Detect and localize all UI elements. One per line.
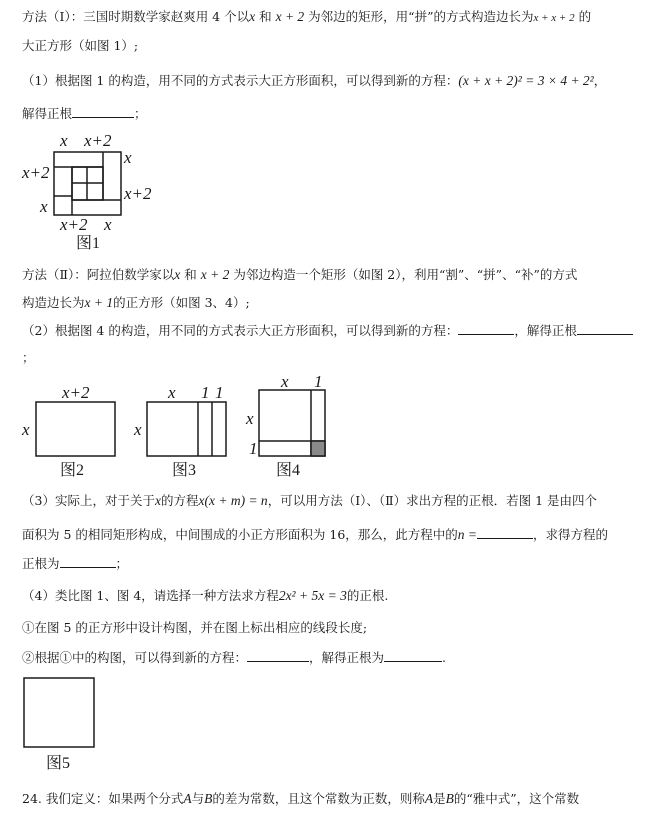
- fig4-label: 1: [314, 372, 323, 391]
- q24-line: [22, 790, 579, 808]
- fig3-label: 1: [201, 383, 210, 402]
- math-x-plus-2: x + 2: [200, 267, 230, 282]
- text: 与: [191, 791, 205, 806]
- fig1-label: x+2: [124, 184, 152, 203]
- math-x: x: [249, 9, 256, 24]
- text: ；: [115, 556, 129, 571]
- fig3-label: x: [168, 383, 176, 402]
- fig1-label: x: [104, 215, 112, 234]
- fig1-label: x+2: [60, 215, 88, 234]
- answer-label: 解得正根: [22, 106, 73, 121]
- text: 和: [184, 267, 197, 282]
- text: 的差为常数，且这个常数为正数，则称: [212, 791, 425, 806]
- text: 的方程: [160, 493, 199, 508]
- fig2-label: x+2: [62, 383, 90, 402]
- fig2-caption: 图2: [60, 462, 85, 479]
- math-x-plus-1: x + 1: [84, 295, 114, 310]
- text: 方法（Ⅰ）：三国时期数学家赵爽用 4 个以: [22, 9, 250, 24]
- fig4-caption: 图4: [276, 462, 301, 479]
- equation: (x + x + 2)² = 3 × 4 + 2²: [458, 73, 594, 88]
- text: ①在图 5 的正方形中设计构图，并在图上标出相应的线段长度;: [22, 620, 368, 635]
- text: ②根据①中的构图，可以得到新的方程：: [22, 650, 248, 665]
- text: ；: [134, 106, 147, 121]
- text: ，: [593, 73, 607, 88]
- equation: x(x + m) = n: [198, 493, 268, 508]
- fig5-caption: 图5: [46, 755, 71, 772]
- fig1-label: x+2: [84, 131, 112, 150]
- fig1-label: x: [124, 148, 132, 167]
- text: 24. 我们定义：如果两个分式: [22, 791, 184, 806]
- text: 方法（Ⅱ）：阿拉伯数学家以: [22, 267, 175, 282]
- fig3-caption: 图3: [172, 462, 197, 479]
- text: 和: [259, 9, 272, 24]
- math-x: x: [154, 493, 161, 508]
- text: 构造边长为: [22, 295, 85, 310]
- fig1-label: x+2: [22, 163, 50, 182]
- text: 大正方形（如图 1）;: [22, 38, 139, 53]
- math-A: A: [424, 791, 434, 806]
- fig1-label: x: [60, 131, 68, 150]
- math-B: B: [204, 791, 213, 806]
- text: 正根为: [22, 556, 60, 571]
- text: 为邻边的矩形，用“拼”的方式构造边长为: [308, 9, 534, 24]
- text: （3）实际上，对于关于: [22, 493, 155, 508]
- text: ，求得方程的: [533, 527, 609, 542]
- math-A: A: [183, 791, 192, 806]
- fig1-caption: 图1: [76, 235, 101, 252]
- question-text: （2）根据图 4 的构造，用不同的方式表示大正方形面积，可以得到新的方程：: [22, 323, 459, 338]
- math-x-plus-2: x + 2: [275, 9, 305, 24]
- text: ；: [22, 350, 35, 365]
- fig2-label: x: [22, 420, 30, 439]
- text: 的正方形（如图 3、4）;: [113, 295, 250, 310]
- fig1-label: x: [40, 197, 48, 216]
- text: 是: [433, 791, 446, 806]
- text: （4）类比图 1、图 4，请选择一种方法求方程: [22, 588, 279, 603]
- math-n: n =: [457, 527, 478, 542]
- text: 的正根.: [346, 588, 389, 603]
- text: 的“雅中式”，这个常数: [453, 791, 580, 806]
- text: 的: [578, 9, 592, 24]
- math-side: x + x + 2: [533, 12, 575, 24]
- equation: 2x² + 5x = 3: [278, 588, 347, 603]
- fig4-label: x: [281, 372, 289, 391]
- text: 为邻边构造一个矩形（如图 2），利用“割”、“拼”、“补”的方式: [233, 267, 578, 282]
- fig3-label: 1: [215, 383, 224, 402]
- text: .: [442, 650, 447, 665]
- fig4-label: 1: [249, 439, 258, 458]
- text: ，解得正根: [514, 323, 577, 338]
- fig4-label: x: [246, 409, 254, 428]
- text: ，解得正根为: [309, 650, 385, 665]
- text: 面积为 5 的相同矩形构成，中间围成的小正方形面积为 16，那么，此方程中的: [22, 527, 458, 542]
- text: ，可以用方法（Ⅰ）、（Ⅱ）求出方程的正根．若图 1 是由四个: [267, 493, 598, 508]
- math-B: B: [445, 791, 454, 806]
- fig3-label: x: [134, 420, 142, 439]
- fig5-square[interactable]: [24, 678, 94, 747]
- question-text: （1）根据图 1 的构造，用不同的方式表示大正方形面积，可以得到新的方程：: [22, 73, 459, 88]
- math-x: x: [174, 267, 181, 282]
